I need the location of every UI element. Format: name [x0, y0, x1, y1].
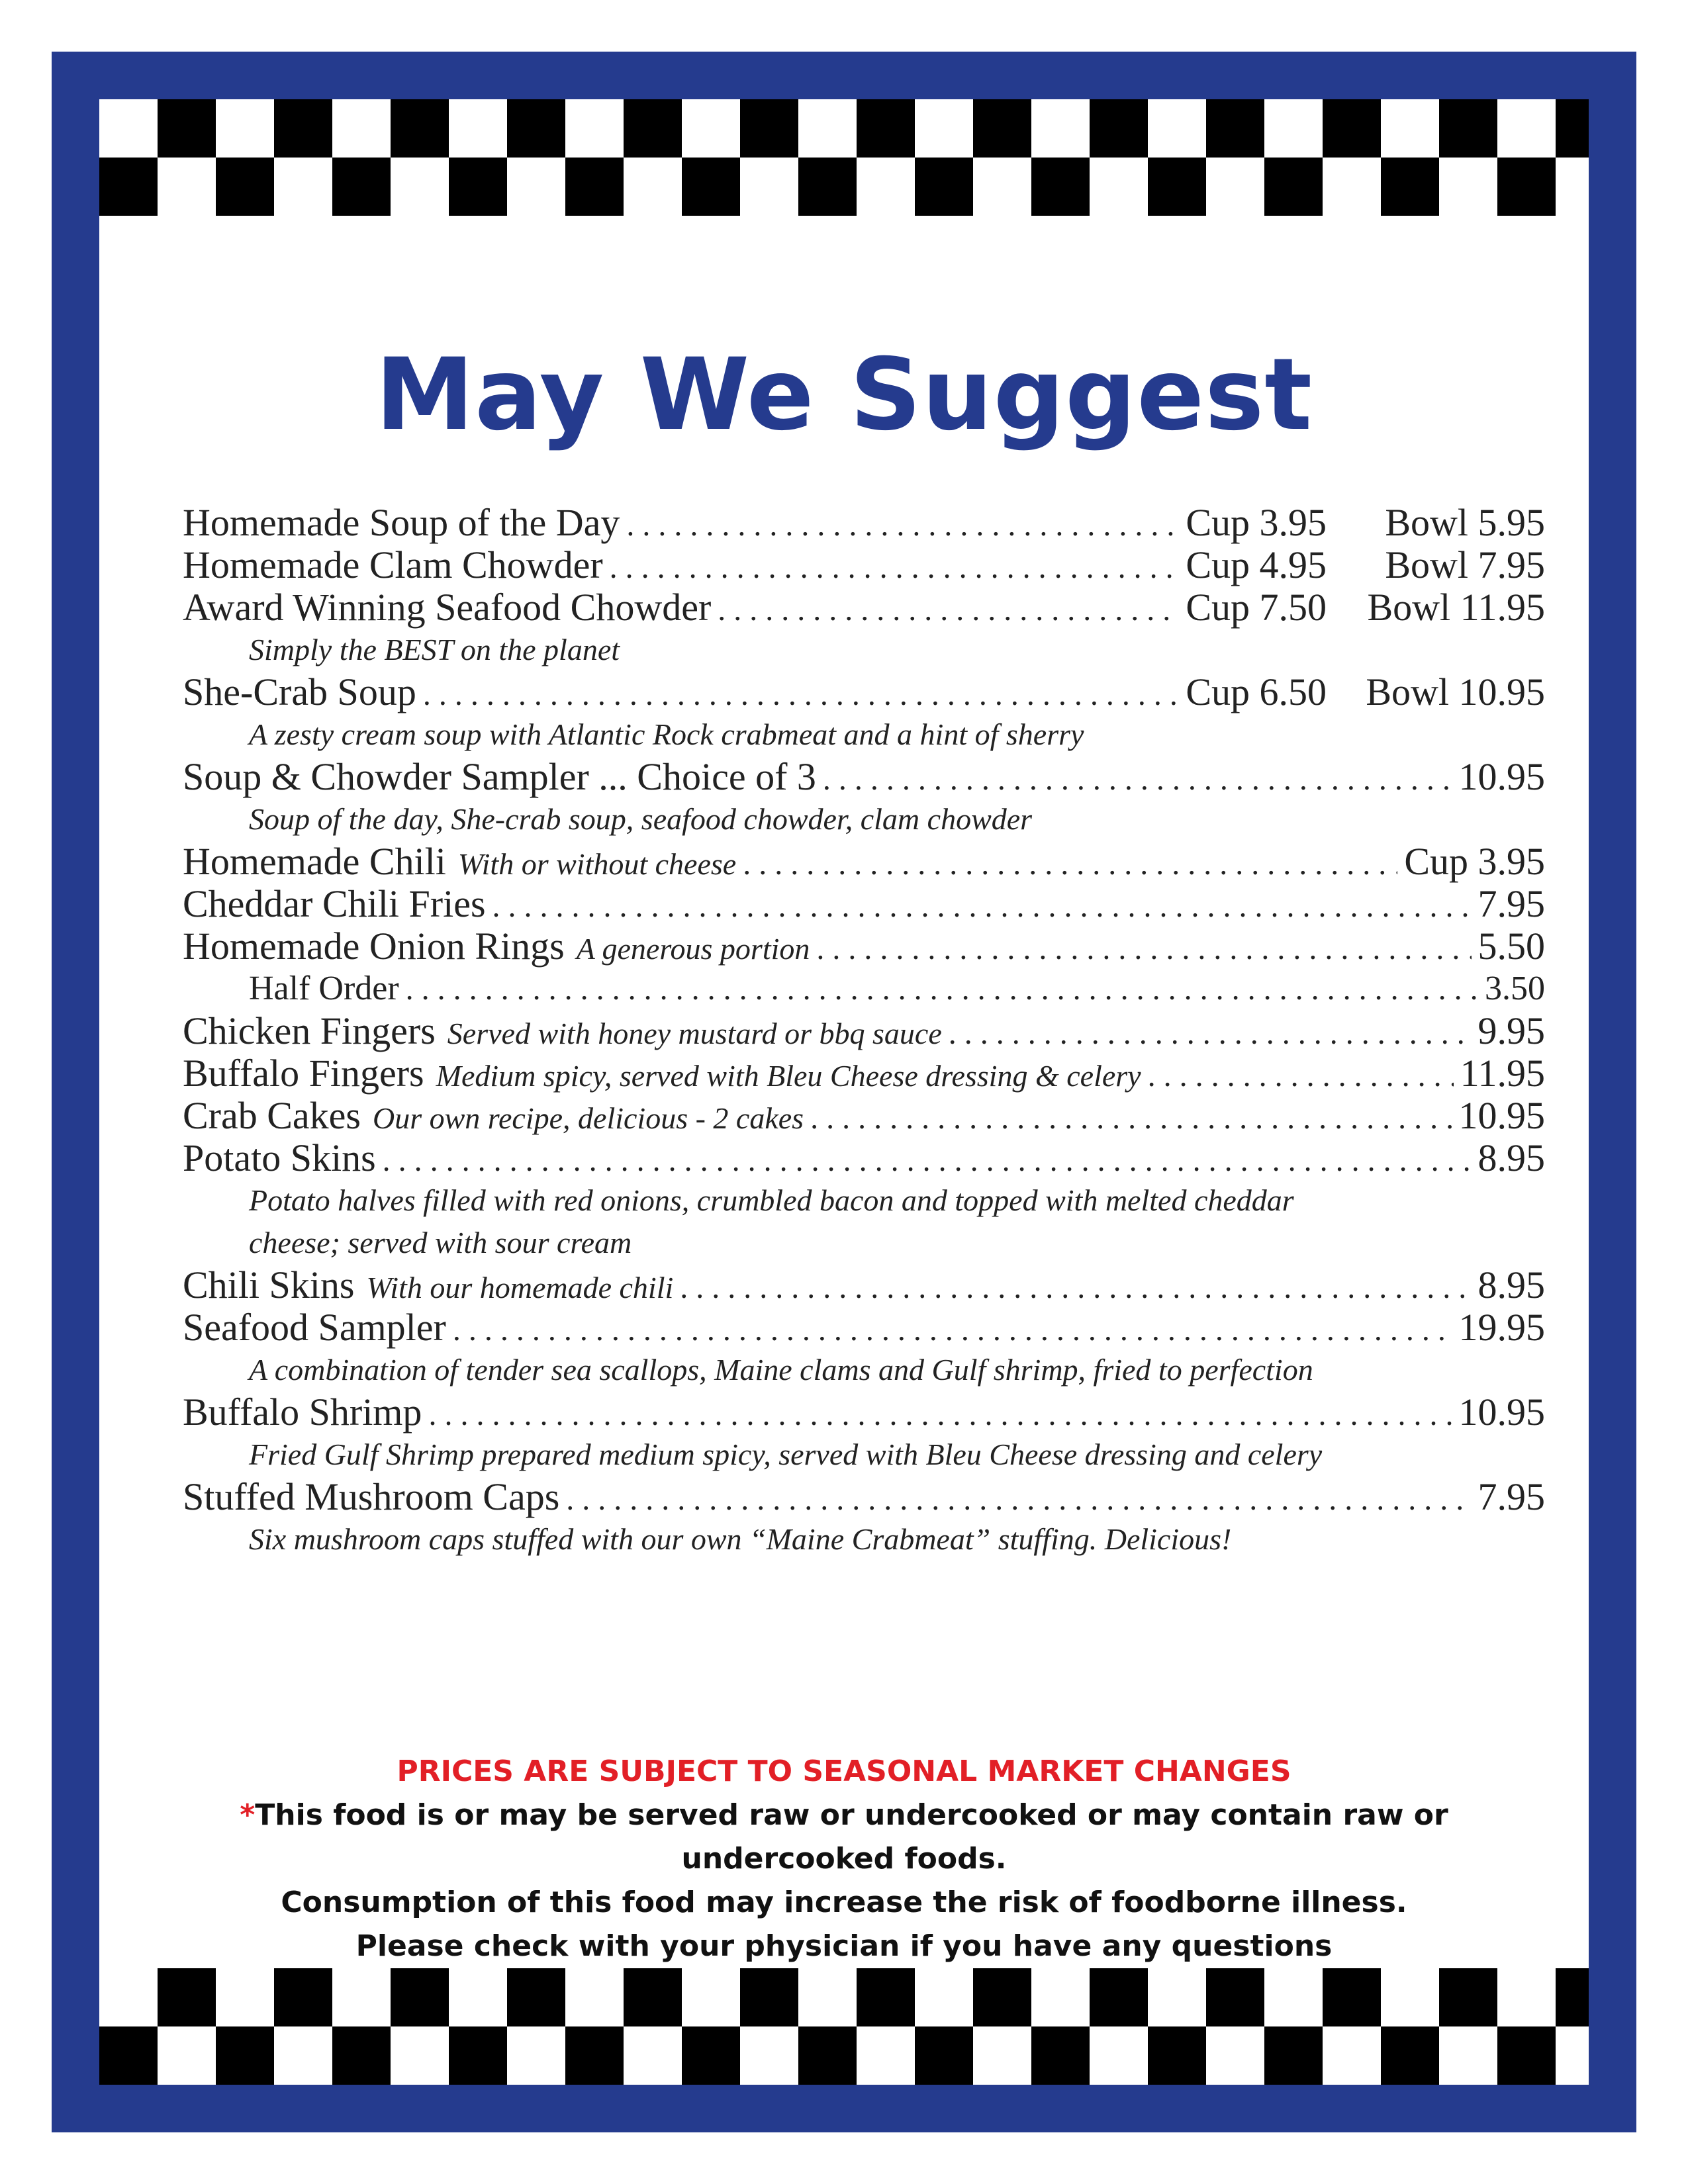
menu-item — [183, 968, 1545, 1010]
checkerboard-top-band — [99, 99, 1589, 216]
consumption-warning-line: Please check with your physician if you have any questions — [355, 1929, 1333, 1963]
item-description: A zesty cream soup with Atlantic Rock crabmeat and a hint of sherry — [249, 717, 1084, 751]
leader-dots — [428, 1394, 1452, 1436]
item-name: Award Winning Seafood Chowder — [183, 586, 712, 629]
menu-item — [183, 1010, 1545, 1052]
leader-dots — [453, 1309, 1452, 1351]
item-price: 7.95 — [1477, 1475, 1545, 1518]
item-name: Buffalo Shrimp — [183, 1390, 422, 1433]
item-name: Crab Cakes — [183, 1094, 361, 1137]
item-name: Chili Skins — [183, 1263, 355, 1306]
item-note: Our own recipe, delicious - 2 cakes — [373, 1101, 804, 1135]
menu-item — [183, 1264, 1545, 1306]
item-price: 3.50 — [1485, 970, 1545, 1007]
menu-item — [183, 544, 1545, 586]
item-name: Buffalo Fingers — [183, 1052, 424, 1095]
menu-page — [99, 99, 1589, 2085]
item-name: Homemade Onion Rings — [183, 925, 565, 968]
page-title: May We Suggest — [375, 338, 1313, 453]
item-cup-price: Cup 6.50 — [1186, 670, 1327, 713]
item-name: Chicken Fingers — [183, 1009, 436, 1052]
item-description: A combination of tender sea scallops, Maine clams and Gulf shrimp, fried to perfection — [249, 1353, 1313, 1387]
item-name: Stuffed Mushroom Caps — [183, 1475, 560, 1518]
menu-item — [183, 883, 1545, 925]
item-description: Potato halves filled with red onions, crumbled bacon and topped with melted cheddar — [249, 1183, 1294, 1217]
menu-item — [183, 756, 1545, 798]
menu-item — [183, 1306, 1545, 1349]
leader-dots — [626, 504, 1179, 547]
item-description: cheese; served with sour cream — [249, 1226, 632, 1259]
item-note: With or without cheese — [457, 847, 737, 881]
item-bowl-price: Bowl 7.95 — [1385, 543, 1545, 586]
menu-item — [183, 1052, 1545, 1095]
asterisk-mark: * — [240, 1798, 256, 1832]
item-price: 8.95 — [1477, 1136, 1545, 1179]
leader-dots — [718, 589, 1179, 631]
item-name: Potato Skins — [183, 1136, 376, 1179]
leader-dots — [816, 928, 1471, 970]
leader-dots — [492, 886, 1472, 928]
leader-dots — [423, 674, 1179, 716]
item-name: Homemade Chili — [183, 840, 446, 883]
item-price: 7.95 — [1477, 882, 1545, 925]
item-price: 10.95 — [1458, 1390, 1545, 1433]
menu-item — [183, 1476, 1545, 1518]
leader-dots — [743, 843, 1397, 886]
menu-item — [183, 1095, 1545, 1137]
menu-border — [52, 52, 1636, 2132]
item-bowl-price: Bowl 10.95 — [1366, 670, 1545, 713]
item-description: Six mushroom caps stuffed with our own “Maine Crabmeat” stuffing. Delicious! — [249, 1522, 1232, 1556]
consumption-warning-line: Consumption of this food may increase the risk of foodborne illness. — [281, 1886, 1407, 1919]
leader-dots — [949, 1013, 1472, 1055]
item-price: 19.95 — [1458, 1306, 1545, 1349]
consumption-warning-text: This food is or may be served raw or undercooked or may contain raw or — [255, 1798, 1448, 1832]
item-price: 5.50 — [1477, 925, 1545, 968]
leader-dots — [823, 758, 1452, 801]
item-bowl-price: Bowl 5.95 — [1385, 501, 1545, 544]
menu-item — [183, 502, 1545, 544]
item-price: 10.95 — [1458, 755, 1545, 798]
item-cup-price: Cup 7.50 — [1186, 586, 1327, 629]
menu-item — [183, 1137, 1545, 1179]
item-name: She-Crab Soup — [183, 670, 416, 713]
item-price: 9.95 — [1477, 1009, 1545, 1052]
leader-dots — [383, 1140, 1472, 1182]
item-price: Cup 3.95 — [1404, 840, 1545, 883]
item-price: 10.95 — [1458, 1094, 1545, 1137]
menu-item — [183, 925, 1545, 968]
item-description: Simply the BEST on the planet — [249, 633, 620, 666]
item-cup-price: Cup 4.95 — [1186, 543, 1327, 586]
item-note: Medium spicy, served with Bleu Cheese dressing & celery — [436, 1059, 1141, 1093]
menu-list — [183, 502, 1545, 1561]
checkerboard-bottom-band — [99, 1968, 1589, 2085]
leader-dots — [810, 1097, 1452, 1140]
price-warning: PRICES ARE SUBJECT TO SEASONAL MARKET CHANGES — [397, 1754, 1291, 1788]
consumption-warning-line — [99, 1794, 1589, 1837]
leader-dots — [566, 1479, 1471, 1521]
item-name: Half Order — [249, 970, 399, 1007]
item-note: Served with honey mustard or bbq sauce — [447, 1017, 942, 1050]
item-price: 8.95 — [1477, 1263, 1545, 1306]
item-cup-price: Cup 3.95 — [1186, 501, 1327, 544]
consumption-warning-line: undercooked foods. — [681, 1842, 1007, 1876]
item-name: Homemade Clam Chowder — [183, 543, 603, 586]
leader-dots — [1148, 1055, 1454, 1097]
item-description: Fried Gulf Shrimp prepared medium spicy, served with Bleu Cheese dressing and celery — [249, 1437, 1323, 1471]
item-note: With our homemade chili — [366, 1271, 674, 1304]
item-price: 11.95 — [1460, 1052, 1545, 1095]
menu-item — [183, 841, 1545, 883]
item-note: A generous portion — [576, 932, 810, 966]
menu-item — [183, 1391, 1545, 1433]
leader-dots — [680, 1267, 1471, 1309]
item-name: Cheddar Chili Fries — [183, 882, 486, 925]
menu-item — [183, 586, 1545, 629]
leader-dots — [406, 968, 1478, 1011]
item-name: Soup & Chowder Sampler ... Choice of 3 — [183, 755, 816, 798]
item-name: Homemade Soup of the Day — [183, 501, 620, 544]
leader-dots — [610, 547, 1180, 589]
item-description: Soup of the day, She-crab soup, seafood chowder, clam chowder — [249, 802, 1033, 836]
item-name: Seafood Sampler — [183, 1306, 446, 1349]
item-bowl-price: Bowl 11.95 — [1367, 586, 1545, 629]
menu-item — [183, 671, 1545, 713]
